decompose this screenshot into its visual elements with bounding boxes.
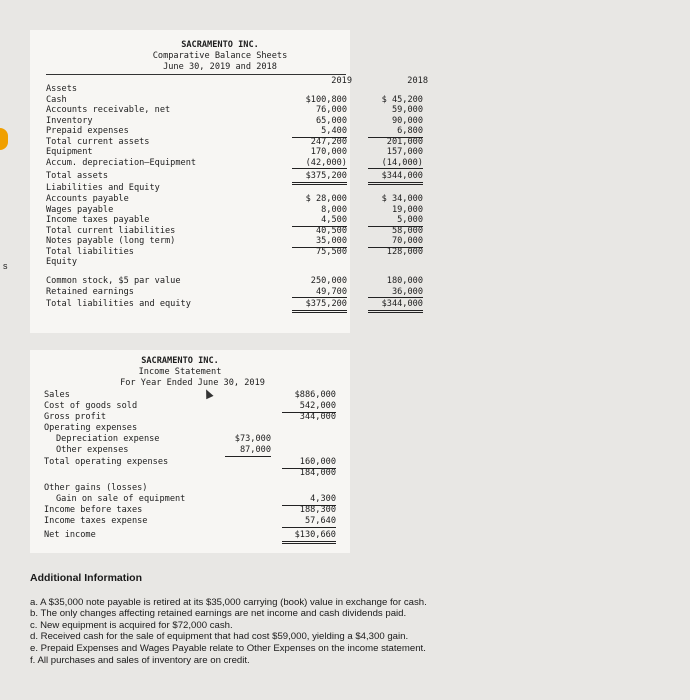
bs-value-2019: 75,500 xyxy=(315,246,347,257)
bs-row-label: Accounts receivable, net xyxy=(46,105,171,115)
is-outer-value: 344,000 xyxy=(299,412,336,422)
additional-information xyxy=(30,573,670,666)
page-edge-highlight xyxy=(0,128,8,150)
is-row-label: Sales xyxy=(44,390,70,400)
bs-value-2019: 4,500 xyxy=(292,215,347,227)
bs-row-label: Accounts payable xyxy=(46,194,129,204)
additional-info-item: f. All purchases and sales of inventory are on credit. xyxy=(30,654,250,666)
bs-row-label: Total liabilities and equity xyxy=(46,299,191,309)
bs-value-2019: 40,500 xyxy=(315,225,347,236)
bs-row-label: Common stock, $5 par value xyxy=(46,276,181,286)
bs-company-name: SACRAMENTO INC. xyxy=(181,40,259,50)
bs-row-label: Wages payable xyxy=(46,204,114,215)
is-inner-value: 87,000 xyxy=(225,445,271,457)
bs-row-label: Total liabilities xyxy=(46,246,134,257)
is-row-label: Operating expenses xyxy=(44,423,138,433)
additional-info-heading: Additional Information xyxy=(30,572,142,584)
bs-row-label: Retained earnings xyxy=(46,286,134,297)
bs-col-2018: 2018 xyxy=(407,76,428,86)
is-period: For Year Ended June 30, 2019 xyxy=(120,378,265,388)
additional-info-item: a. A $35,000 note payable is retired at its $35,000 carrying (book) value in exchange for cash. xyxy=(30,596,427,608)
bs-row-label: Income taxes payable xyxy=(46,215,150,225)
is-title: Income Statement xyxy=(138,367,222,377)
bs-value-2018: $344,000 xyxy=(368,299,423,313)
income-statement-panel xyxy=(30,350,350,553)
is-outer-value: 57,640 xyxy=(282,516,336,528)
is-row-label: Other expenses xyxy=(56,445,129,455)
bs-value-2019: $375,200 xyxy=(292,171,347,185)
bs-value-2019: 170,000 xyxy=(310,147,347,157)
bs-title: Comparative Balance Sheets xyxy=(152,51,288,61)
bs-value-2018: 90,000 xyxy=(391,115,423,126)
additional-info-item: b. The only changes affecting retained earnings are net income and cash dividends paid. xyxy=(30,608,407,620)
is-row-label: Income before taxes xyxy=(44,505,143,515)
is-row-label: Total operating expenses xyxy=(44,457,169,467)
bs-date: June 30, 2019 and 2018 xyxy=(163,62,277,72)
bs-row-label: Inventory xyxy=(46,115,93,126)
bs-value-2019: 35,000 xyxy=(292,236,347,248)
bs-value-2018: $ 45,200 xyxy=(381,94,423,105)
bs-row-label: Liabilities and Equity xyxy=(46,183,160,193)
bs-value-2018: $344,000 xyxy=(368,171,423,185)
bs-value-2019: 49,700 xyxy=(292,287,347,299)
bs-row-label: Equipment xyxy=(46,147,93,157)
is-row-label: Other gains (losses) xyxy=(44,483,148,493)
bs-value-2019: 76,000 xyxy=(315,105,347,115)
edge-fragment-text: s xyxy=(3,261,8,271)
is-outer-value: 4,300 xyxy=(282,494,336,506)
bs-header-rule xyxy=(46,74,346,75)
is-outer-value: 188,300 xyxy=(299,505,336,515)
bs-value-2018: 36,000 xyxy=(368,287,423,299)
bs-value-2018: $ 34,000 xyxy=(381,194,423,204)
bs-col-2019: 2019 xyxy=(331,76,352,86)
bs-value-2019: 8,000 xyxy=(321,204,347,215)
bs-value-2018: 70,000 xyxy=(368,236,423,248)
is-row-label: Net income xyxy=(44,530,96,540)
bs-value-2018: 59,000 xyxy=(391,105,423,115)
bs-row-label: Total assets xyxy=(46,171,109,181)
additional-info-item: c. New equipment is acquired for $72,000 cash. xyxy=(30,619,233,631)
bs-row-label: Total current liabilities xyxy=(46,225,176,236)
additional-info-item: e. Prepaid Expenses and Wages Payable relate to Other Expenses on the income statement. xyxy=(30,642,426,654)
is-outer-value: 160,000 xyxy=(282,457,336,469)
bs-value-2018: 128,000 xyxy=(386,246,423,257)
is-outer-value: $130,660 xyxy=(282,530,336,544)
bs-row-label: Notes payable (long term) xyxy=(46,236,176,246)
is-row-label: Income taxes expense xyxy=(44,516,148,526)
bs-value-2018: 180,000 xyxy=(386,276,423,286)
bs-value-2018: (14,000) xyxy=(368,158,423,170)
bs-value-2019: 247,200 xyxy=(310,136,347,147)
bs-row-label: Assets xyxy=(46,84,78,94)
bs-row-label: Total current assets xyxy=(46,136,150,147)
additional-info-item: d. Received cash for the sale of equipment that had cost $59,000, yielding a $4,300 gain. xyxy=(30,631,409,643)
additional-info-list xyxy=(30,597,670,667)
is-outer-value: 542,000 xyxy=(282,401,336,413)
bs-row-label: Prepaid expenses xyxy=(46,126,129,136)
bs-value-2019: (42,000) xyxy=(292,158,347,170)
is-row-label: Cost of goods sold xyxy=(44,401,138,411)
is-outer-value: $886,000 xyxy=(294,390,336,400)
is-outer-value: 184,000 xyxy=(299,468,336,478)
bs-value-2018: 58,000 xyxy=(391,225,423,236)
bs-row-label: Equity xyxy=(46,257,78,267)
is-row-label: Gain on sale of equipment xyxy=(56,494,186,504)
bs-value-2019: 5,400 xyxy=(292,126,347,138)
is-inner-value: $73,000 xyxy=(234,434,271,444)
bs-row-label: Accum. depreciation—Equipment xyxy=(46,157,197,168)
is-row-label: Depreciation expense xyxy=(56,434,160,444)
balance-sheet-panel xyxy=(30,30,428,333)
bs-value-2018: 19,000 xyxy=(391,204,423,215)
bs-value-2018: 157,000 xyxy=(386,147,423,157)
bs-value-2019: $100,800 xyxy=(305,94,347,105)
bs-value-2018: 6,800 xyxy=(368,126,423,138)
bs-value-2019: $ 28,000 xyxy=(305,194,347,204)
bs-row-label: Cash xyxy=(46,94,67,105)
is-company-name: SACRAMENTO INC. xyxy=(141,356,219,366)
bs-value-2019: $375,200 xyxy=(292,299,347,313)
is-row-label: Gross profit xyxy=(44,412,107,422)
bs-value-2019: 250,000 xyxy=(310,276,347,286)
bs-value-2018: 5,000 xyxy=(368,215,423,227)
bs-value-2018: 201,000 xyxy=(386,136,423,147)
bs-value-2019: 65,000 xyxy=(315,115,347,126)
